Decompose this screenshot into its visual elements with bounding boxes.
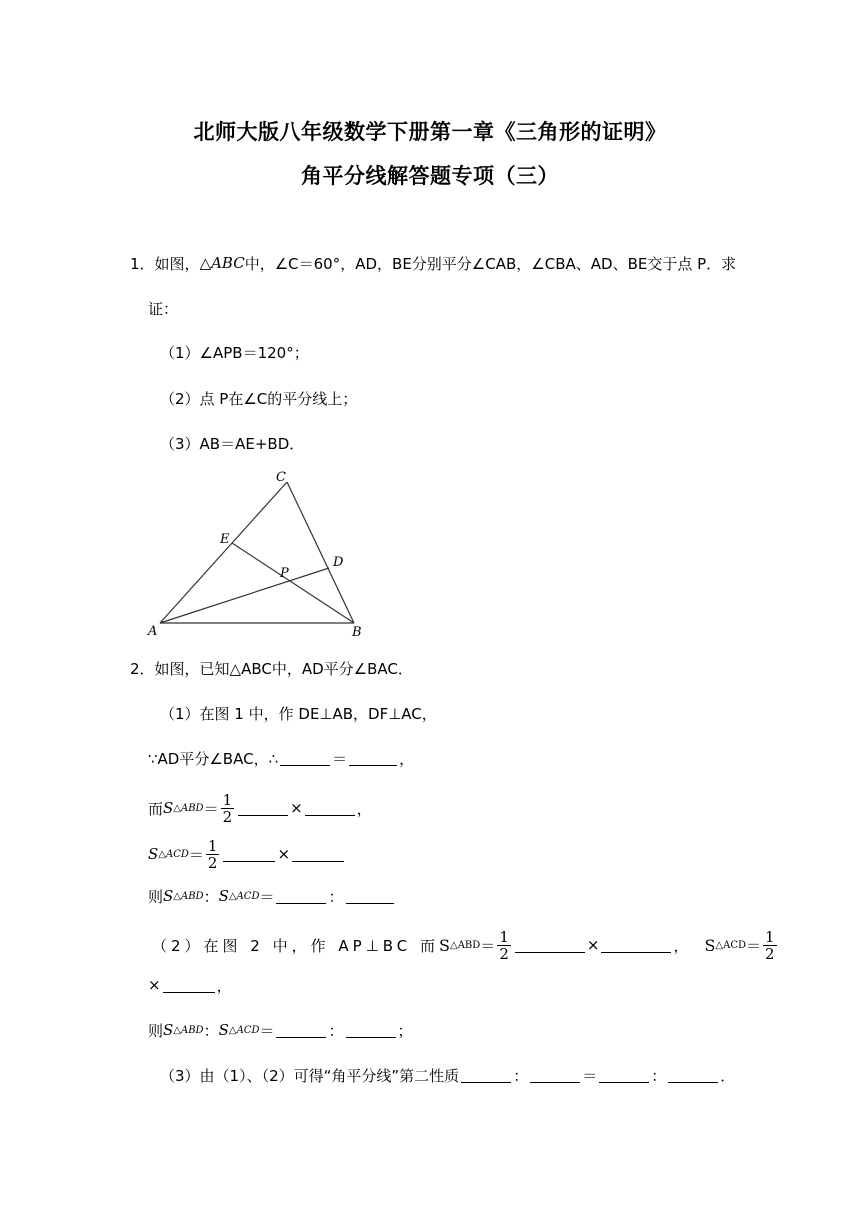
colon: ： (328, 887, 344, 906)
q1-number: 1． (130, 254, 155, 273)
word-er: 而 (148, 799, 164, 818)
q1-stem (130, 251, 736, 275)
q2-ratio-line-1 (148, 884, 396, 908)
fraction-half: $\frac{1}{2}$ (207, 836, 218, 872)
q2-area-abd-line (148, 790, 372, 826)
label-c: C (276, 470, 286, 485)
s-symbol: S (163, 1021, 174, 1039)
page-title: 北师大版八年级数学下册第一章《三角形的证明》 (193, 120, 667, 144)
q2-stem (130, 656, 413, 680)
q2-because: ∵AD平分∠BAC，∴ (148, 749, 279, 768)
label-d: D (333, 555, 344, 570)
word-ze: 则 (148, 1021, 164, 1040)
s-symbol: S (218, 1021, 229, 1039)
q2-part3-head: （3）由（1）、（2）可得“角平分线”第二性质 (160, 1066, 460, 1085)
fraction-half: $\frac{1}{2}$ (765, 927, 775, 963)
q2-number: 2． (130, 659, 155, 678)
blank-16[interactable] (599, 1068, 649, 1083)
label-a: A (148, 624, 158, 639)
blank-15[interactable] (530, 1068, 580, 1083)
colon: ： (203, 887, 219, 906)
blank-7[interactable] (276, 889, 326, 904)
subscript-acd: △ACD (158, 848, 189, 860)
q1-stem-cont: 证： (148, 299, 179, 318)
colon: ： (203, 1021, 219, 1040)
q2-area-acd-line (148, 836, 346, 872)
label-e: E (220, 532, 230, 547)
blank-5[interactable] (223, 847, 275, 862)
q2-intro: 如图，已知△ABC中，AD平分∠BAC． (154, 659, 413, 678)
q1-part2: （2）点 P在∠C的平分线上； (160, 389, 358, 408)
equals-sign: ＝ (259, 1021, 275, 1040)
blank-3[interactable] (238, 801, 288, 816)
q1-triangle-figure (140, 465, 380, 645)
q1-text-b: 中，∠C＝60°，AD，BE分别平分∠CAB，∠CBA、AD、BE交于点 P．求 (244, 254, 737, 273)
equals-sign: ＝ (582, 1066, 598, 1085)
s-symbol-roman: S (439, 935, 451, 955)
subscript-abd-roman: △ABD (450, 939, 481, 951)
blank-2[interactable] (349, 751, 397, 766)
s-symbol: S (163, 799, 174, 817)
blank-8[interactable] (346, 889, 394, 904)
segment-cb (287, 482, 354, 623)
q1-part3: （3）AB＝AE+BD． (160, 434, 305, 453)
q2-part3-line (160, 1063, 735, 1087)
comma: ， (216, 976, 232, 995)
s-symbol: S (148, 845, 159, 863)
period: ． (720, 1066, 736, 1085)
blank-6[interactable] (292, 847, 344, 862)
times-sign: × (586, 936, 600, 954)
subscript-abd: △ABD (173, 890, 204, 902)
blank-11[interactable] (163, 978, 215, 993)
triangle-lines (160, 482, 354, 623)
word-ze: 则 (148, 887, 164, 906)
q2-part2-line (152, 927, 779, 963)
s-symbol: S (218, 887, 229, 905)
subscript-acd: △ACD (228, 1024, 260, 1036)
colon: ： (651, 1066, 667, 1085)
label-b: B (352, 625, 362, 640)
q2-ratio-line-2 (148, 1018, 413, 1042)
subscript-abd: △ABD (173, 802, 204, 814)
equals-sign: ＝ (188, 845, 204, 864)
equals-sign: ＝ (480, 936, 496, 955)
q1-part1: （1）∠APB＝120°； (160, 343, 309, 362)
equals-sign: ＝ (259, 887, 275, 906)
semicolon: ； (397, 1021, 413, 1040)
times-sign: × (277, 845, 291, 863)
subscript-acd: △ACD (228, 890, 260, 902)
blank-10[interactable] (601, 938, 671, 953)
subscript-abd: △ABD (173, 1024, 204, 1036)
blank-4[interactable] (305, 801, 355, 816)
page-subtitle: 角平分线解答题专项（三） (301, 164, 559, 188)
s-symbol-roman: S (704, 935, 716, 955)
colon: ： (328, 1021, 344, 1040)
equals-sign: ＝ (203, 799, 219, 818)
equals-sign: ＝ (746, 936, 762, 955)
q1-triangle: △ABC (199, 254, 245, 272)
fraction-half: $\frac{1}{2}$ (222, 790, 233, 826)
blank-13[interactable] (346, 1023, 396, 1038)
q1-text-a: 如图， (154, 254, 200, 273)
q2-part1-head: （1）在图 1 中，作 DE⊥AB，DF⊥AC， (160, 704, 437, 723)
blank-17[interactable] (668, 1068, 718, 1083)
subscript-acd-roman: △ACD (715, 939, 747, 951)
q2-part2-cont (148, 973, 232, 997)
s-symbol: S (163, 887, 174, 905)
blank-14[interactable] (461, 1068, 511, 1083)
comma: ， (399, 749, 415, 768)
comma: ， (673, 936, 689, 955)
q2-part2-head: （2）在图 2 中，作 AP⊥BC 而 (152, 936, 440, 955)
colon: ： (513, 1066, 529, 1085)
label-p: P (280, 566, 289, 581)
blank-1[interactable] (280, 751, 330, 766)
comma: ， (356, 799, 372, 818)
blank-9[interactable] (515, 938, 585, 953)
q2-because-line (148, 746, 414, 770)
times-sign: × (290, 799, 303, 817)
fraction-half: $\frac{1}{2}$ (499, 927, 509, 963)
times-sign: × (148, 976, 161, 994)
blank-12[interactable] (276, 1023, 326, 1038)
equals-sign: ＝ (332, 749, 348, 768)
